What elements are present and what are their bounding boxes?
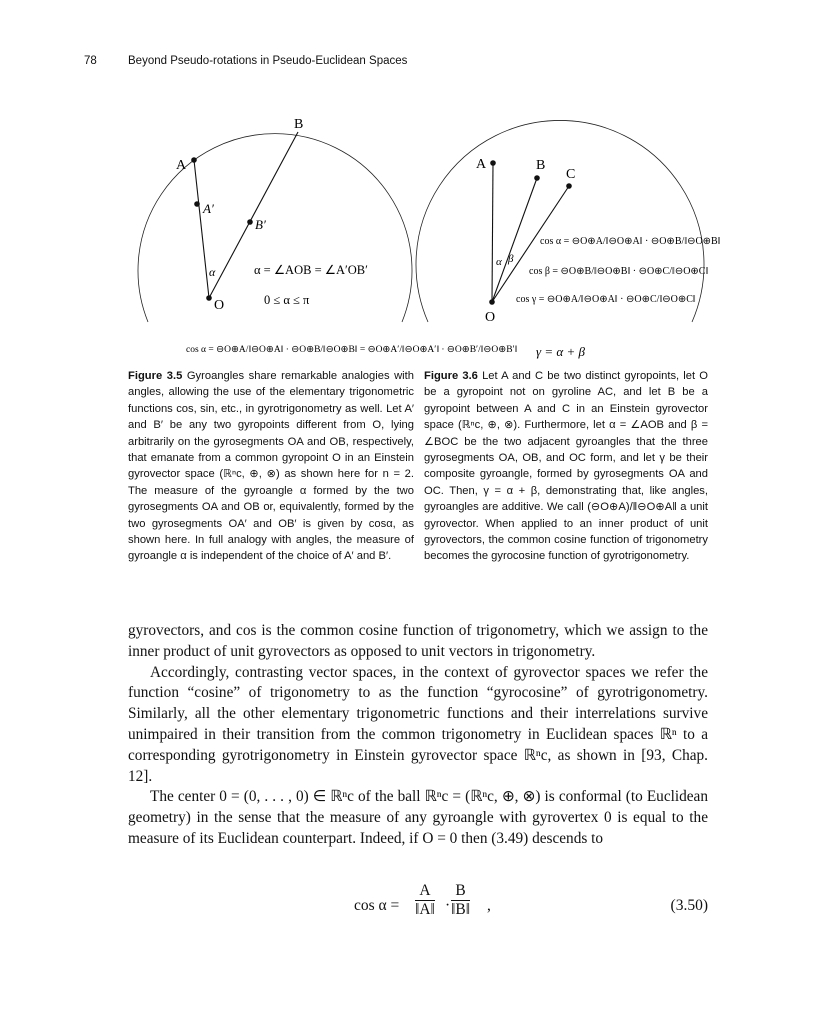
left-label-A-prime: A′: [203, 201, 214, 216]
left-label-alpha: α: [209, 265, 216, 279]
right-label-beta: β: [508, 253, 514, 265]
figure-3-5-label: Figure 3.5: [128, 370, 183, 382]
right-disc-boundary: [416, 120, 704, 322]
right-segment-OB: [492, 178, 537, 302]
right-cos-gamma: cos γ = ⊖O⊕A/‖⊖O⊕A‖ · ⊖O⊕C/‖⊖O⊕C‖: [516, 294, 696, 305]
figure-3-5-caption: [128, 368, 414, 565]
right-point-O: [489, 299, 495, 305]
equation-dot: ·: [445, 897, 451, 914]
left-point-A-prime: [194, 201, 200, 207]
left-point-O: [206, 295, 212, 301]
left-label-A: A: [176, 158, 187, 173]
right-label-alpha: α: [496, 256, 502, 268]
figure-3-5-text: Gyroangles share remarkable analogies with angles, allowing the use of the elementary trigonometric functions cos, sin, etc., in gyrotrigonometry as well. Let A′ and B′ be any two gyropoints different from O, lying arbitrarily on the gyrosegments OA and OB, respectively, that emanate from a common gyropoint O in an Einstein gyrovector space (ℝⁿc, ⊕, ⊗) as shown here for n = 2. The measure of the gyroangle α formed by the two gyrosegments OA and OB or, equivalently, formed by the two gyrosegments OA′ and OB′ is given by cosα, as shown here. In full analogy with angles, the measure of gyroangle α is independent of the choice of A′ and B′.: [128, 370, 414, 563]
left-label-B: B: [294, 117, 304, 132]
figure-3-6-label: Figure 3.6: [424, 370, 478, 382]
page-number: 78: [84, 55, 97, 67]
right-point-C: [566, 183, 572, 189]
fraction-B-denominator: ‖B‖: [451, 901, 471, 918]
running-title: Beyond Pseudo-rotations in Pseudo-Euclidean Spaces: [128, 55, 408, 67]
right-label-B: B: [536, 158, 546, 173]
paragraph-2: Accordingly, contrasting vector spaces, in the context of gyrovector spaces we refer the function “cosine” of trigonometry to as the function “gyrocosine” of gyrotrigonometry. Similarly, all the other elementary trigonometric functions and their interrelations survive unimpaired in their transition from the common trigonometry in Euclidean spaces ℝⁿ to a corresponding gyrotrigonometry in Einstein gyrovector space ℝⁿc, as shown in [93, Chap. 12].: [128, 663, 708, 785]
left-range-equation: 0 ≤ α ≤ π: [264, 293, 310, 307]
body-text: [128, 621, 708, 850]
right-label-O: O: [485, 310, 496, 325]
left-label-O: O: [214, 298, 225, 313]
paragraph-1: gyrovectors, and cos is the common cosine function of trigonometry, which we assign to the inner product of unit gyrovectors as opposed to unit vectors in trigonometry.: [128, 622, 708, 660]
right-cos-alpha: cos α = ⊖O⊕A/‖⊖O⊕A‖ · ⊖O⊕B/‖⊖O⊕B‖: [540, 236, 721, 247]
equation-3-50: [128, 880, 708, 930]
fraction-A: [415, 882, 435, 919]
left-point-B-prime: [247, 219, 253, 225]
right-label-A: A: [476, 157, 487, 172]
figure-3-6-caption: [424, 368, 708, 565]
figure-3-6-text: Let A and C be two distinct gyropoints, let O be a gyropoint not on gyroline AC, and let B be a gyropoint between A and C in an Einstein gyrovector space (ℝⁿc, ⊕, ⊗). Furthermore, let α = ∠AOB and β = ∠BOC be the two adjacent gyroangles that the three gyrosegments OA, OB, and OC form, and let γ be their composite gyroangle, formed by gyrosegments OA and OC. Then, γ = α + β, demonstrating that, like angles, gyroangles are additive. We call (⊖O⊕A)/‖⊖O⊕A‖ a unit gyrovector. When applied to an inner product of unit gyrovectors, the common cosine function of trigonometry becomes the gyrocosine function of gyrotrigonometry.: [424, 370, 708, 563]
right-bottom-equation: γ = α + β: [536, 344, 585, 359]
right-cos-beta: cos β = ⊖O⊕B/‖⊖O⊕B‖ · ⊖O⊕C/‖⊖O⊕C‖: [529, 266, 709, 277]
left-angle-equation: α = ∠AOB = ∠A′OB′: [254, 263, 368, 277]
right-point-A: [490, 160, 496, 166]
left-segment-OA: [194, 160, 209, 298]
right-label-C: C: [566, 167, 576, 182]
fraction-B-numerator: B: [451, 882, 470, 901]
equation-lhs: cos α =: [354, 897, 400, 914]
left-bottom-equation: cos α = ⊖O⊕A/‖⊖O⊕A‖ · ⊖O⊕B/‖⊖O⊕B‖ = ⊖O⊕A′/‖⊖O⊕A′‖ · ⊖O⊕B′/‖⊖O⊕B′‖: [186, 345, 518, 355]
paragraph-3: The center 0 = (0, . . . , 0) ∈ ℝⁿc of the ball ℝⁿc = (ℝⁿc, ⊕, ⊗) is conformal (to Euclidean geometry) in the sense that the measure of any gyroangle with gyrovertex 0 is equal to the measure of its Euclidean counterpart. Indeed, if O = 0 then (3.49) descends to: [128, 788, 708, 847]
equation-number: (3.50): [670, 897, 708, 914]
left-label-B-prime: B′: [255, 217, 266, 232]
fraction-A-denominator: ‖A‖: [415, 901, 435, 918]
left-point-A: [191, 157, 197, 163]
equation-comma: ,: [487, 897, 491, 914]
right-point-B: [534, 175, 540, 181]
right-segment-OA: [492, 163, 493, 302]
fraction-A-numerator: A: [415, 882, 435, 901]
fraction-B: [451, 882, 470, 919]
